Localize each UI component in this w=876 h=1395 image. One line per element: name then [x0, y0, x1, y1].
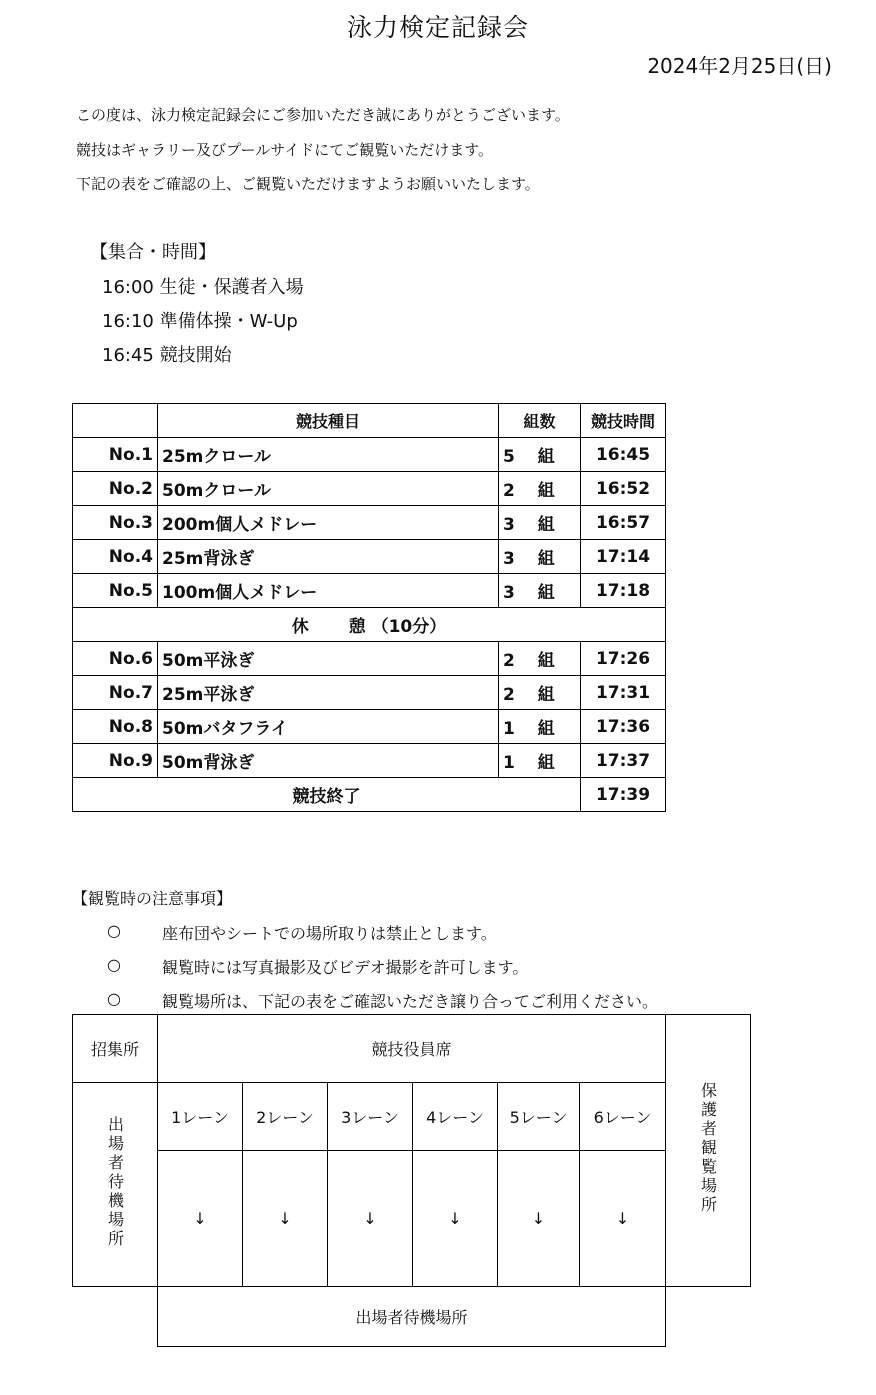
- event-number: No.6: [73, 642, 158, 676]
- event-table: [72, 403, 666, 812]
- lane-2: 2レーン: [243, 1083, 328, 1151]
- header-empty: [73, 404, 158, 438]
- event-name: 50m背泳ぎ: [158, 744, 499, 778]
- event-groups: 3 組: [499, 540, 581, 574]
- event-number: No.7: [73, 676, 158, 710]
- end-row: [73, 778, 666, 812]
- lane-6: 6レーン: [580, 1083, 666, 1151]
- circle-bullet-icon: ○: [107, 921, 121, 940]
- officials-seats: 競技役員席: [158, 1015, 666, 1083]
- spacer: [666, 1287, 751, 1347]
- event-time: 17:26: [581, 642, 666, 676]
- note-item: 観覧場所は、下記の表をご確認いただき譲り合ってご利用ください。: [162, 992, 659, 1011]
- event-number: No.3: [73, 506, 158, 540]
- event-name: 25mクロール: [158, 438, 499, 472]
- down-arrow-icon: ↓: [498, 1151, 580, 1287]
- event-groups: 2 組: [499, 676, 581, 710]
- schedule-item: 16:10 準備体操・W-Up: [102, 311, 298, 332]
- schedule-item: 16:45 競技開始: [102, 345, 232, 366]
- event-time: 17:36: [581, 710, 666, 744]
- seat-map: [72, 1014, 751, 1347]
- event-groups: 2 組: [499, 642, 581, 676]
- note-item: 座布団やシートでの場所取りは禁止とします。: [162, 924, 497, 943]
- event-name: 25m背泳ぎ: [158, 540, 499, 574]
- spacer: [73, 1287, 158, 1347]
- event-groups: 1 組: [499, 744, 581, 778]
- event-name: 200m個人メドレー: [158, 506, 499, 540]
- event-groups: 5 組: [499, 438, 581, 472]
- event-groups: 3 組: [499, 574, 581, 608]
- event-time: 16:57: [581, 506, 666, 540]
- event-date: 2024年2月25日(日): [647, 54, 832, 78]
- event-number: No.4: [73, 540, 158, 574]
- assembly-area: 招集所: [73, 1015, 158, 1083]
- notes-heading: 【観覧時の注意事項】: [72, 889, 233, 908]
- event-number: No.5: [73, 574, 158, 608]
- down-arrow-icon: ↓: [328, 1151, 413, 1287]
- event-time: 17:18: [581, 574, 666, 608]
- break-label: 休 憩 （10分）: [73, 608, 666, 642]
- down-arrow-icon: ↓: [413, 1151, 498, 1287]
- table-row: [73, 710, 666, 744]
- event-groups: 2 組: [499, 472, 581, 506]
- event-time: 17:31: [581, 676, 666, 710]
- event-name: 50mクロール: [158, 472, 499, 506]
- note-item: 観覧時には写真撮影及びビデオ撮影を許可します。: [162, 958, 529, 977]
- table-row: [73, 506, 666, 540]
- lane-4: 4レーン: [413, 1083, 498, 1151]
- end-time: 17:39: [581, 778, 666, 812]
- event-number: No.8: [73, 710, 158, 744]
- down-arrow-icon: ↓: [158, 1151, 243, 1287]
- schedule-item: 16:00 生徒・保護者入場: [102, 277, 304, 298]
- table-row: [73, 438, 666, 472]
- page-title: 泳力検定記録会: [346, 13, 529, 42]
- event-time: 17:37: [581, 744, 666, 778]
- lane-5: 5レーン: [498, 1083, 580, 1151]
- event-time: 17:14: [581, 540, 666, 574]
- table-row: [73, 540, 666, 574]
- intro-line: 下記の表をご確認の上、ご観覧いただけますようお願いいたします。: [76, 175, 540, 193]
- schedule-heading: 【集合・時間】: [90, 242, 216, 263]
- down-arrow-icon: ↓: [243, 1151, 328, 1287]
- event-name: 50mバタフライ: [158, 710, 499, 744]
- lane-1: 1レーン: [158, 1083, 243, 1151]
- event-table-header: [73, 404, 666, 438]
- event-number: No.9: [73, 744, 158, 778]
- header-time: 競技時間: [581, 404, 666, 438]
- event-name: 100m個人メドレー: [158, 574, 499, 608]
- end-label: 競技終了: [73, 778, 581, 812]
- event-groups: 1 組: [499, 710, 581, 744]
- table-row: [73, 676, 666, 710]
- waiting-area-bottom: 出場者待機場所: [158, 1287, 666, 1347]
- intro-line: この度は、泳力検定記録会にご参加いただき誠にありがとうございます。: [76, 106, 570, 124]
- lane-3: 3レーン: [328, 1083, 413, 1151]
- break-row: [73, 608, 666, 642]
- circle-bullet-icon: ○: [107, 989, 121, 1008]
- event-time: 16:52: [581, 472, 666, 506]
- header-groups: 組数: [499, 404, 581, 438]
- waiting-area-side-label: 出場者待機場所: [105, 1116, 125, 1249]
- event-number: No.2: [73, 472, 158, 506]
- event-name: 25m平泳ぎ: [158, 676, 499, 710]
- event-number: No.1: [73, 438, 158, 472]
- table-row: [73, 744, 666, 778]
- event-time: 16:45: [581, 438, 666, 472]
- intro-line: 競技はギャラリー及びプールサイドにてご観覧いただけます。: [76, 141, 494, 159]
- guardian-viewing-label: 保護者観覧場所: [698, 1082, 718, 1215]
- waiting-area-side: [73, 1083, 158, 1287]
- event-groups: 3 組: [499, 506, 581, 540]
- down-arrow-icon: ↓: [580, 1151, 666, 1287]
- header-event-name: 競技種目: [158, 404, 499, 438]
- guardian-viewing-area: [666, 1015, 751, 1287]
- table-row: [73, 472, 666, 506]
- circle-bullet-icon: ○: [107, 955, 121, 974]
- table-row: [73, 642, 666, 676]
- table-row: [73, 574, 666, 608]
- event-name: 50m平泳ぎ: [158, 642, 499, 676]
